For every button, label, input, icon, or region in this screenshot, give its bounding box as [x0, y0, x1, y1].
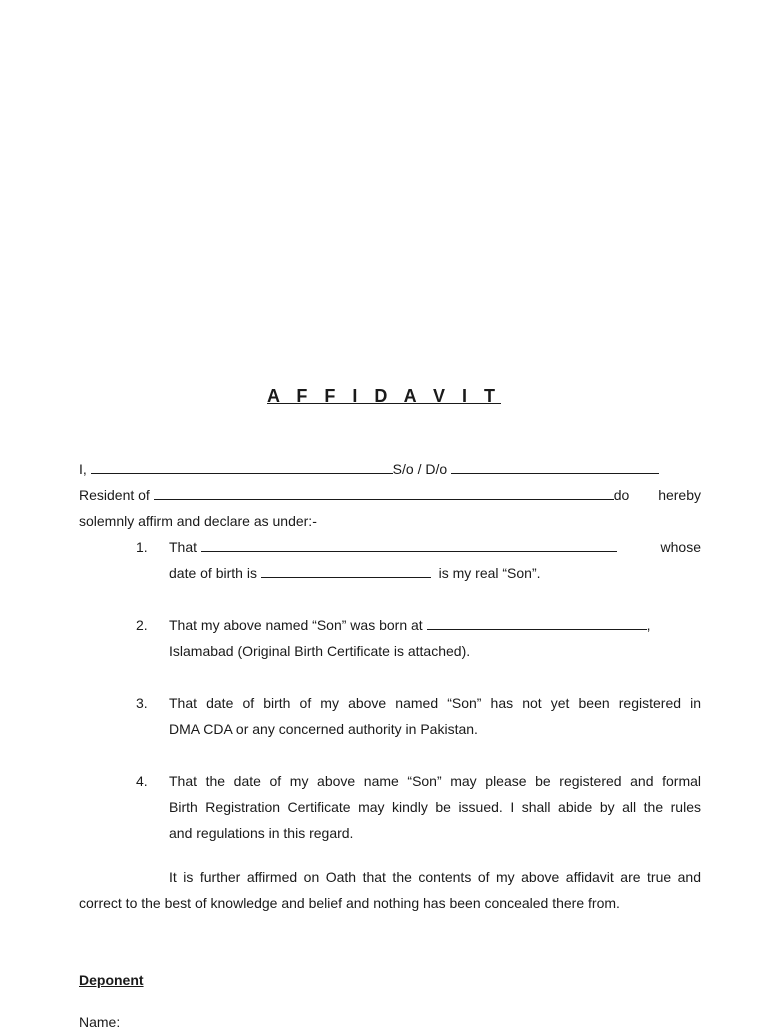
item-1-line-2 — [169, 564, 701, 582]
item-1-dob-label: date of birth is — [169, 565, 257, 581]
parent-name-blank[interactable] — [451, 460, 659, 474]
intro-line-1 — [79, 460, 701, 478]
intro-i-label: I, — [79, 461, 87, 477]
hereby-label: hereby — [658, 487, 701, 503]
document-title: A F F I D A V I T — [267, 386, 501, 406]
item-2-born-label: That my above named “Son” was born at — [169, 617, 423, 633]
item-1-that-label: That — [169, 539, 198, 555]
name-label: Name: — [79, 1014, 121, 1030]
item-4-line-3: and regulations in this regard. — [169, 825, 354, 841]
item-number-1: 1. — [136, 539, 148, 555]
item-4-line-1: That the date of my above name “Son” may please be registered and formal — [169, 773, 701, 789]
birth-place-blank[interactable] — [427, 616, 647, 630]
item-1-real-son-label: is my real “Son”. — [438, 565, 541, 581]
item-number-4: 4. — [136, 773, 148, 789]
item-4-line-2: Birth Registration Certificate may kindly be issued. I shall abide by all the rules — [169, 799, 701, 815]
item-1-line-1 — [169, 538, 701, 556]
residence-blank[interactable] — [154, 486, 614, 500]
intro-line-2 — [79, 486, 701, 504]
closing-line-1: It is further affirmed on Oath that the contents of my above affidavit are true and — [169, 869, 701, 885]
so-do-label: S/o / D/o — [392, 461, 448, 477]
item-2-line-1 — [169, 616, 701, 634]
item-3-line-2: DMA CDA or any concerned authority in Pakistan. — [169, 721, 478, 737]
intro-line-3: solemnly affirm and declare as under:- — [79, 513, 317, 529]
do-label: do — [613, 487, 630, 503]
item-2-comma: , — [646, 617, 651, 633]
item-3-line-1: That date of birth of my above named “Son” has not yet been registered in — [169, 695, 701, 711]
name-blank[interactable] — [91, 460, 393, 474]
son-name-blank[interactable] — [201, 538, 617, 552]
closing-line-2: correct to the best of knowledge and belief and nothing has been concealed there from. — [79, 895, 620, 911]
item-number-2: 2. — [136, 617, 148, 633]
deponent-heading: Deponent — [79, 972, 144, 988]
date-of-birth-blank[interactable] — [261, 564, 431, 578]
item-1-whose-label: whose — [660, 539, 701, 555]
item-2-line-2: Islamabad (Original Birth Certificate is attached). — [169, 643, 471, 659]
item-number-3: 3. — [136, 695, 148, 711]
resident-label: Resident of — [79, 487, 150, 503]
